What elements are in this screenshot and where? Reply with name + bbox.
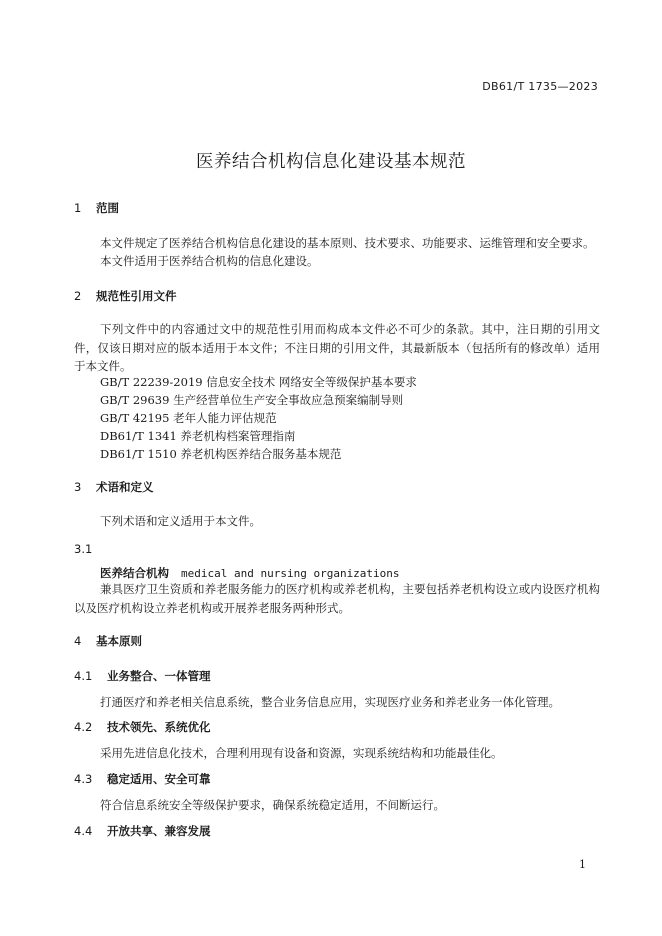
paragraph: 下列文件中的内容通过文中的规范性引用而构成本文件必不可少的条款。其中，注日期的引用文件，仅该日期对应的版本适用于本文件；不注日期的引用文件，其最新版本（包括所有的修改单）适用于本文件。	[74, 322, 600, 373]
section-number: 2	[74, 289, 82, 303]
section-4-heading	[74, 633, 142, 649]
document-code: DB61/T 1735—2023	[482, 80, 598, 93]
paragraph: 本文件规定了医养结合机构信息化建设的基本原则、技术要求、功能要求、运维管理和安全要求。	[100, 236, 595, 250]
paragraph: 符合信息系统安全等级保护要求，确保系统稳定适用，不间断运行。	[100, 798, 445, 812]
term-english: medical and nursing organizations	[181, 567, 400, 580]
section-1-heading	[74, 200, 119, 216]
subsection-heading	[74, 719, 211, 735]
paragraph: 下列术语和定义适用于本文件。	[100, 514, 261, 528]
reference-item: GB/T 22239-2019 信息安全技术 网络安全等级保护基本要求	[100, 375, 417, 389]
subsection-title: 业务整合、一体管理	[107, 669, 211, 683]
subsection-title: 开放共享、兼容发展	[107, 824, 211, 838]
section-number: 1	[74, 201, 82, 215]
subsection-heading	[74, 771, 211, 787]
subsection-number: 4.2	[74, 720, 93, 734]
reference-item: GB/T 42195 老年人能力评估规范	[100, 411, 277, 425]
document-title: 医养结合机构信息化建设基本规范	[196, 152, 466, 172]
subsection-title: 稳定适用、安全可靠	[107, 772, 211, 786]
subsection-number: 4.4	[74, 824, 93, 838]
page-number: 1	[579, 858, 586, 871]
section-title: 规范性引用文件	[96, 289, 177, 303]
subsection-number: 4.1	[74, 669, 93, 683]
section-3-heading	[74, 479, 154, 495]
subsection-number: 4.3	[74, 772, 93, 786]
paragraph: 本文件适用于医养结合机构的信息化建设。	[100, 254, 319, 268]
section-title: 基本原则	[96, 634, 142, 648]
section-number: 3	[74, 480, 82, 494]
section-title: 范围	[96, 201, 119, 215]
subsection-heading	[74, 668, 211, 684]
reference-item: GB/T 29639 生产经营单位生产安全事故应急预案编制导则	[100, 393, 404, 407]
term-entry	[100, 565, 400, 581]
paragraph: 采用先进信息化技术，合理利用现有设备和资源，实现系统结构和功能最佳化。	[100, 746, 503, 760]
subsection-heading	[74, 823, 211, 839]
reference-item: DB61/T 1510 养老机构医养结合服务基本规范	[100, 447, 342, 461]
section-title: 术语和定义	[96, 480, 154, 494]
term-definition: 兼具医疗卫生资质和养老服务能力的医疗机构或养老机构，主要包括养老机构设立或内设医疗机构以及医疗机构设立养老机构或开展养老服务两种形式。	[74, 582, 600, 615]
term-number: 3.1	[74, 542, 93, 556]
subsection-title: 技术领先、系统优化	[107, 720, 211, 734]
reference-item: DB61/T 1341 养老机构档案管理指南	[100, 429, 296, 443]
term-chinese: 医养结合机构	[100, 566, 169, 580]
section-number: 4	[74, 634, 82, 648]
section-2-heading	[74, 288, 177, 304]
paragraph: 打通医疗和养老相关信息系统，整合业务信息应用，实现医疗业务和养老业务一体化管理。	[100, 695, 560, 709]
